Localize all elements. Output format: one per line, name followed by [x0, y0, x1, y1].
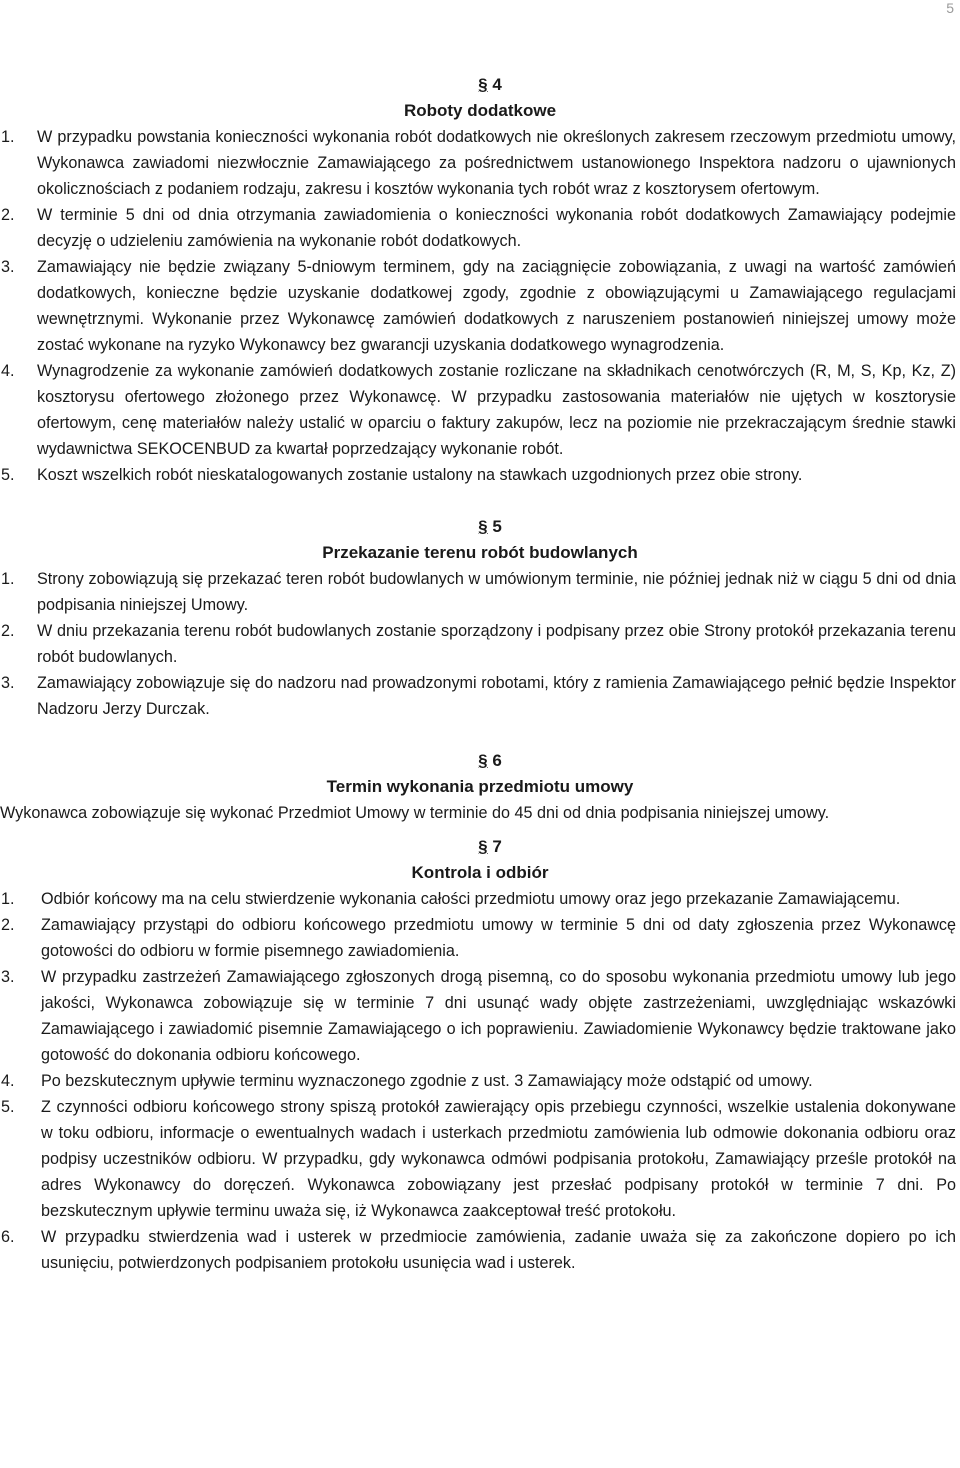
- item-number: 1.: [1, 890, 15, 908]
- item-text: Z czynności odbioru końcowego strony spiszą protokół zawierający opis przebiegu czynności, wszelkie ustalenia dokonywane w toku odbioru, informacje o ewentualnych wadach i usterkach przedmiotu zamówienia lub odmowie dokonania odbioru oraz podpisy uczestników odbioru. W przypadku, gdy wykonawca odmówi podpisania protokołu, Zamawiający prześle protokół na adres Wykonawcy do doręczeń. Wykonawca zobowiązany jest przesłać podpisany protokół w terminie 7 dni. Po bezskutecznym upływie terminu uważa się, iż Wykonawca zaakceptował treść protokołu.: [41, 1098, 956, 1220]
- list-item: [0, 618, 960, 670]
- section-6-paragraph: Wykonawca zobowiązuje się wykonać Przedmiot Umowy w terminie do 45 dni od dnia podpisania niniejszej umowy.: [0, 804, 830, 822]
- list-item: [0, 1068, 960, 1094]
- item-text: W przypadku powstania konieczności wykonania robót dodatkowych nie określonych zakresem rzeczowym przedmiotu umowy, Wykonawca zawiadomi niezwłocznie Zamawiającego za pośrednictwem ustanowionego Inspektora nadzoru o ujawnionych okolicznościach z podaniem rodzaju, zakresu i kosztów wykonania tych robót wraz z kosztorysem ofertowym.: [37, 128, 956, 198]
- item-number: 5.: [1, 466, 15, 484]
- item-number: 6.: [1, 1228, 15, 1246]
- document-body: [0, 72, 960, 1276]
- section-6-title: Termin wykonania przedmiotu umowy: [326, 777, 634, 796]
- item-number: 3.: [1, 968, 15, 986]
- item-number: 2.: [1, 206, 15, 224]
- paragraph-sign: §: [478, 75, 488, 94]
- list-item: [0, 1224, 960, 1276]
- section-5-list: [0, 566, 960, 722]
- section-7-mark: § 7: [478, 837, 502, 856]
- list-item: [0, 912, 960, 964]
- item-text: Wynagrodzenie za wykonanie zamówień dodatkowych zostanie rozliczane na składnikach cenotwórczych (R, M, S, Kp, Kz, Z) kosztorysu ofertowego złożonego przez Wykonawcę. W przypadku zastosowania materiałów nie ujętych w kosztorysie ofertowym, cenę materiałów należy ustalić w oparciu o faktury zakupów, lecz na poziomie nie przekraczającym średnie stawki wydawnictwa SEKOCENBUD za kwartał poprzedzający wykonanie robót.: [37, 362, 956, 458]
- item-text: Strony zobowiązują się przekazać teren robót budowlanych w umówionym terminie, nie później jednak niż w ciągu 5 dni od dnia podpisania niniejszej Umowy.: [37, 570, 956, 614]
- item-text: Zamawiający przystąpi do odbioru końcowego przedmiotu umowy w terminie 5 dni od daty zgłoszenia przez Wykonawcę gotowości do odbioru w formie pisemnego zawiadomienia.: [41, 916, 956, 960]
- section-5-title: Przekazanie terenu robót budowlanych: [322, 543, 638, 562]
- section-7-title: Kontrola i odbiór: [411, 863, 549, 882]
- paragraph-sign: §: [478, 517, 488, 536]
- page-number: 5: [946, 0, 954, 16]
- section-7-list: [0, 886, 960, 1276]
- item-text: Zamawiający nie będzie związany 5-dniowym terminem, gdy na zaciągnięcie zobowiązania, z uwagi na wartość zamówień dodatkowych, konieczne będzie uzyskanie dodatkowej zgody, zgodnie z obowiązującymi u Zamawiającego regulacjami wewnętrznymi. Wykonanie przez Wykonawcę zamówień dodatkowych z naruszeniem postanowień niniejszej umowy może zostać wykonane na ryzyko Wykonawcy bez gwarancji uzyskania dodatkowego wynagrodzenia.: [37, 258, 956, 354]
- section-6-mark: § 6: [478, 751, 502, 770]
- section-4-title: Roboty dodatkowe: [403, 101, 557, 120]
- item-text: Odbiór końcowy ma na celu stwierdzenie wykonania całości przedmiotu umowy oraz jego przekazanie Zamawiającemu.: [41, 890, 901, 908]
- item-text: Po bezskutecznym upływie terminu wyznaczonego zgodnie z ust. 3 Zamawiający może odstąpić od umowy.: [41, 1072, 813, 1090]
- item-number: 4.: [1, 1072, 15, 1090]
- list-item: [0, 462, 960, 488]
- list-item: [0, 670, 960, 722]
- paragraph-sign: §: [478, 751, 488, 770]
- section-4-mark: § 4: [478, 75, 502, 94]
- list-item: [0, 202, 960, 254]
- item-text: W dniu przekazania terenu robót budowlanych zostanie sporządzony i podpisany przez obie Strony protokół przekazania terenu robót budowlanych.: [37, 622, 956, 666]
- section-5-mark: § 5: [478, 517, 502, 536]
- item-number: 4.: [1, 362, 15, 380]
- item-number: 1.: [1, 128, 15, 146]
- list-item: [0, 566, 960, 618]
- list-item: [0, 254, 960, 358]
- item-number: 2.: [1, 622, 15, 640]
- list-item: [0, 1094, 960, 1224]
- item-text: W przypadku stwierdzenia wad i usterek w przedmiocie zamówienia, zadanie uważa się za zakończone dopiero po ich usunięciu, potwierdzonych podpisaniem protokołu usunięcia wad i usterek.: [41, 1228, 956, 1272]
- item-text: Koszt wszelkich robót nieskatalogowanych zostanie ustalony na stawkach uzgodnionych przez obie strony.: [37, 466, 803, 484]
- item-number: 1.: [1, 570, 15, 588]
- section-4-list: [0, 124, 960, 488]
- item-number: 3.: [1, 258, 15, 276]
- item-number: 3.: [1, 674, 15, 692]
- item-text: W przypadku zastrzeżeń Zamawiającego zgłoszonych drogą pisemną, co do sposobu wykonania przedmiotu umowy lub jego jakości, Wykonawca zobowiązuje się w terminie 7 dni usunąć wady objęte zastrzeżeniami, uwzględniając wskazówki Zamawiającego i zawiadomić pisemnie Zamawiającego o ich poprawieniu. Zawiadomienie Wykonawcy będzie traktowane jako gotowość do dokonania odbioru końcowego.: [41, 968, 956, 1064]
- list-item: [0, 964, 960, 1068]
- list-item: [0, 124, 960, 202]
- item-number: 2.: [1, 916, 15, 934]
- list-item: [0, 886, 960, 912]
- list-item: [0, 358, 960, 462]
- item-number: 5.: [1, 1098, 15, 1116]
- item-text: W terminie 5 dni od dnia otrzymania zawiadomienia o konieczności wykonania robót dodatkowych Zamawiający podejmie decyzję o udzieleniu zamówienia na wykonanie robót dodatkowych.: [37, 206, 956, 250]
- item-text: Zamawiający zobowiązuje się do nadzoru nad prowadzonymi robotami, który z ramienia Zamawiającego pełnić będzie Inspektor Nadzoru Jerzy Durczak.: [37, 674, 956, 718]
- paragraph-sign: §: [478, 837, 488, 856]
